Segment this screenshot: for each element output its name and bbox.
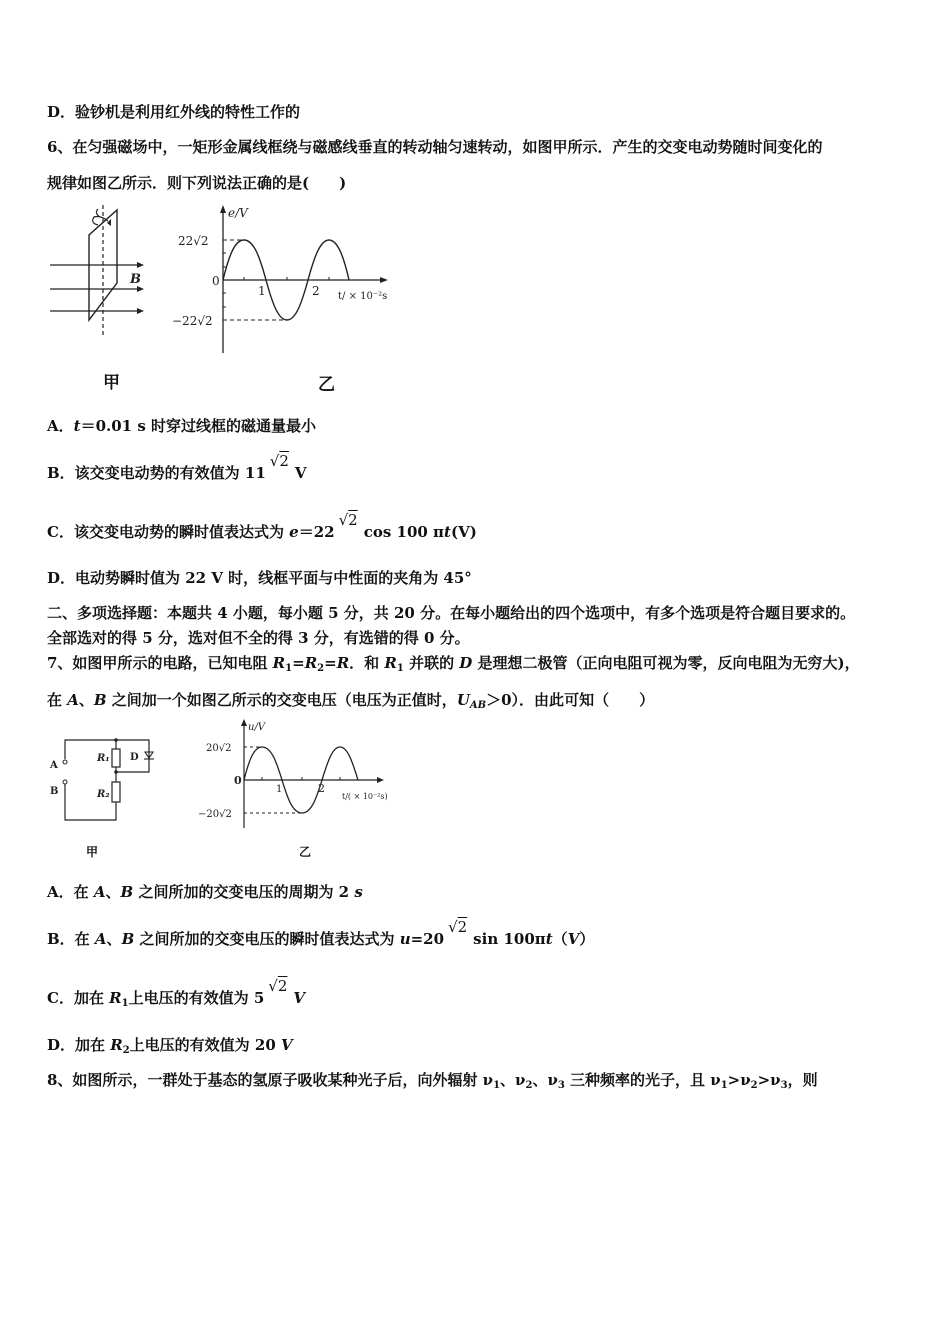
q6-option-b: B．该交变电动势的有效值为 11√2V bbox=[47, 452, 307, 482]
terminal-b-label: B bbox=[50, 786, 59, 797]
q7-figure-circuit bbox=[45, 722, 165, 827]
field-b-label: B bbox=[130, 272, 141, 287]
x-tick-2: 2 bbox=[312, 284, 320, 298]
y-min-label: −20√2 bbox=[198, 809, 232, 820]
diode-label: D bbox=[130, 752, 139, 763]
q6-figure-left-caption: 甲 bbox=[103, 373, 120, 393]
q7-option-a: A．在 A、B 之间所加的交变电压的周期为 2 s bbox=[47, 883, 363, 901]
q7-stem-line1: 7、如图甲所示的电路，已知电阻 $R_1=R_2=R$．和 $R_1$ 并联的 D 是理想二极管（正向电阻可视为零，反向电阻为无穷大)， bbox=[47, 654, 860, 674]
q6-option-a: A．t＝0.01 s 时穿过线框的磁通量最小 bbox=[47, 417, 317, 435]
q5-option-d: D．验钞机是利用红外线的特性工作的 bbox=[47, 103, 301, 121]
r2-label: R₂ bbox=[97, 789, 110, 800]
y-max-label: 20√2 bbox=[206, 743, 232, 754]
x-tick-1: 1 bbox=[258, 284, 266, 298]
x-tick-2: 2 bbox=[318, 782, 325, 795]
q7-figure-left-caption: 甲 bbox=[86, 845, 99, 859]
q6-option-d: D．电动势瞬时值为 22 V 时，线框平面与中性面的夹角为 45° bbox=[47, 569, 472, 587]
q8-stem: 8、如图所示，一群处于基态的氢原子吸收某种光子后，向外辐射 $\nu_1$、$\nu_2$、$\nu_3$ 三种频率的光子，且 $\nu_1>\nu_2>\nu_3$，则 bbox=[47, 1071, 818, 1091]
terminal-a-label: A bbox=[50, 760, 58, 771]
r1-label: R₁ bbox=[97, 753, 110, 764]
q6-stem-line2: 规律如图乙所示．则下列说法正确的是( ) bbox=[47, 174, 347, 192]
y-min-label: −22√2 bbox=[172, 314, 213, 328]
sqrt-symbol: √2 bbox=[269, 452, 289, 470]
x-axis-label: t/ × 10⁻²s bbox=[338, 291, 388, 302]
q6-figure-coil bbox=[45, 205, 155, 335]
sqrt-symbol: √2 bbox=[268, 977, 288, 995]
q6-option-c: C．该交变电动势的瞬时值表达式为 e＝22√2cos 100 πt(V) bbox=[47, 511, 477, 541]
sqrt-symbol: √2 bbox=[338, 511, 358, 529]
sqrt-symbol: √2 bbox=[448, 918, 468, 936]
origin-label: 0 bbox=[234, 774, 242, 787]
section2-heading-line1: 二、多项选择题：本题共 4 小题，每小题 5 分，共 20 分。在每小题给出的四个选项中，有多个选项是符合题目要求的。 bbox=[47, 604, 856, 622]
q7-option-d: D．加在 $R_2$上电压的有效值为 20 V bbox=[47, 1036, 293, 1056]
x-tick-1: 1 bbox=[276, 784, 283, 795]
y-axis-label: e/V bbox=[228, 206, 248, 220]
y-axis-label: u/V bbox=[248, 722, 266, 733]
x-axis-label: t/( × 10⁻²s) bbox=[342, 792, 388, 801]
q7-stem-line2: 在 A、B 之间加一个如图乙所示的交变电压（电压为正值时，$U_{AB}>0$）．由此可知（ ） bbox=[47, 691, 655, 711]
q7-option-c: C．加在 $R_1$上电压的有效值为 5√2V bbox=[47, 977, 306, 1009]
section2-heading-line2: 全部选对的得 5 分，选对但不全的得 3 分，有选错的得 0 分。 bbox=[47, 629, 470, 647]
q7-figure-graph bbox=[192, 716, 407, 831]
q7-figure-right-caption: 乙 bbox=[299, 845, 312, 859]
y-max-label: 22√2 bbox=[178, 234, 209, 248]
q6-figure-graph bbox=[170, 203, 410, 358]
origin-label: 0 bbox=[212, 274, 220, 288]
q7-option-b: B．在 A、B 之间所加的交变电压的瞬时值表达式为 u=20√2sin 100πt（V） bbox=[47, 918, 595, 948]
q6-stem-line1: 6、在匀强磁场中，一矩形金属线框绕与磁感线垂直的转动轴匀速转动，如图甲所示．产生的交变电动势随时间变化的 bbox=[47, 138, 823, 156]
q6-figure-right-caption: 乙 bbox=[318, 375, 335, 395]
